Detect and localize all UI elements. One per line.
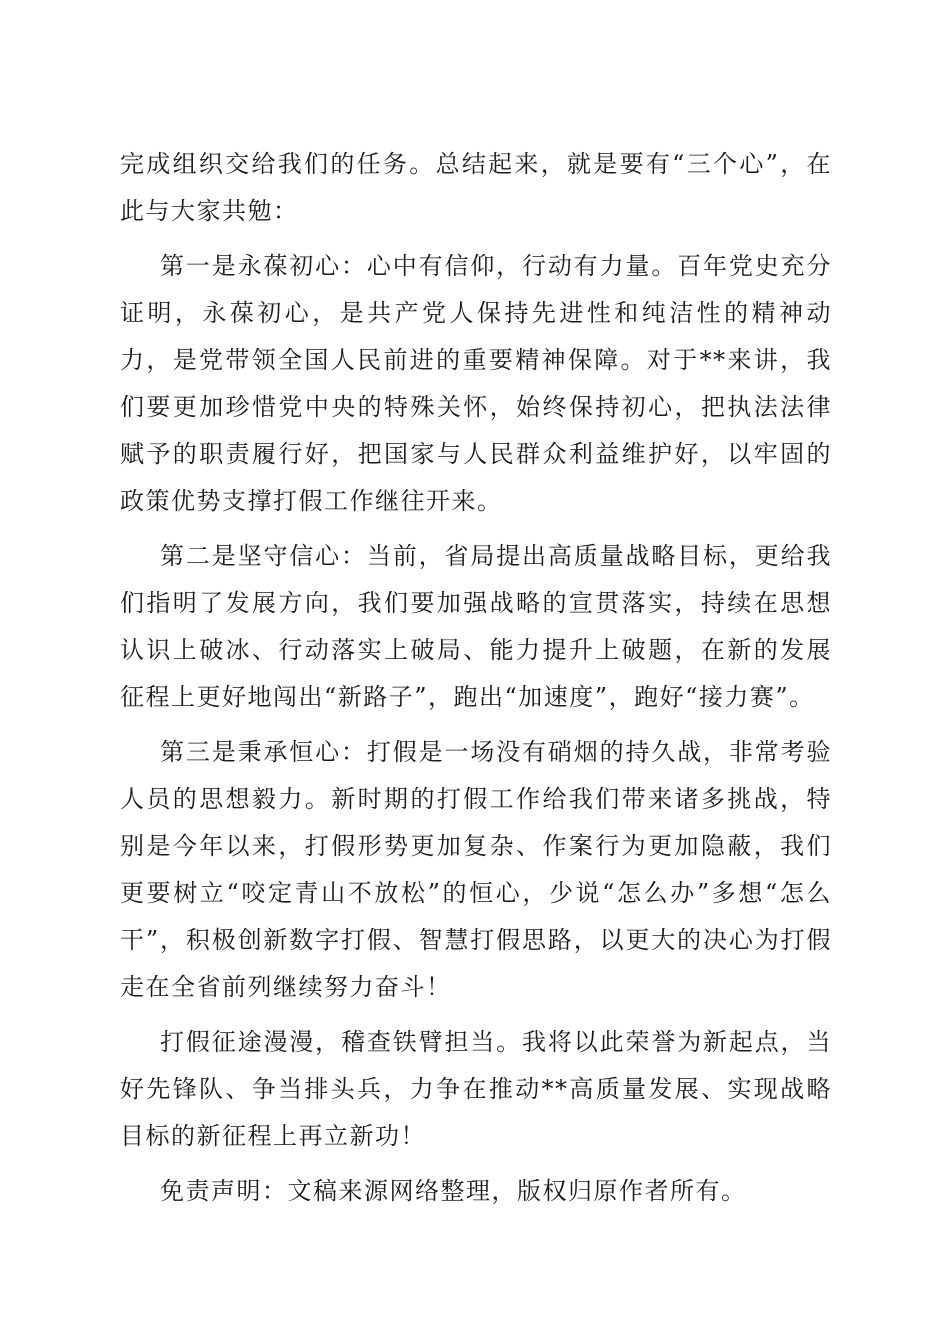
- paragraph-third-heart: 第三是秉承恒心：打假是一场没有硝烟的持久战，非常考验人员的思想毅力。新时期的打假工作给我们带来诸多挑战，特别是今年以来，打假形势更加复杂、作案行为更加隐蔽，我们更要树立“咬定青山不放松”的恒心，少说“怎么办”多想“怎么干”，积极创新数字打假、智慧打假思路，以更大的决心为打假走在全省前列继续努力奋斗！: [120, 738, 832, 1001]
- paragraph-first-heart: 第一是永葆初心：心中有信仰，行动有力量。百年党史充分证明，永葆初心，是共产党人保持先进性和纯洁性的精神动力，是党带领全国人民前进的重要精神保障。对于**来讲，我们要更加珍惜党中央的特殊关怀，始终保持初心，把执法法律赋予的职责履行好，把国家与人民群众利益维护好，以牢固的政策优势支撑打假工作继往开来。: [120, 252, 832, 515]
- paragraph-disclaimer: 免责声明：文稿来源网络整理，版权归原作者所有。: [160, 1177, 747, 1205]
- paragraph-second-heart: 第二是坚守信心：当前，省局提出高质量战略目标，更给我们指明了发展方向，我们要加强战略的宣贯落实，持续在思想认识上破冰、行动落实上破局、能力提升上破题，在新的发展征程上更好地闯出“新路子”，跑出“加速度”，跑好“接力赛”。: [120, 542, 832, 711]
- paragraph-closing: 打假征途漫漫，稽查铁臂担当。我将以此荣誉为新起点，当好先锋队、争当排头兵，力争在推动**高质量发展、实现战略目标的新征程上再立新功！: [120, 1028, 832, 1150]
- paragraph-intro: 完成组织交给我们的任务。总结起来，就是要有“三个心”，在此与大家共勉：: [120, 150, 832, 225]
- document-body: [120, 141, 832, 1215]
